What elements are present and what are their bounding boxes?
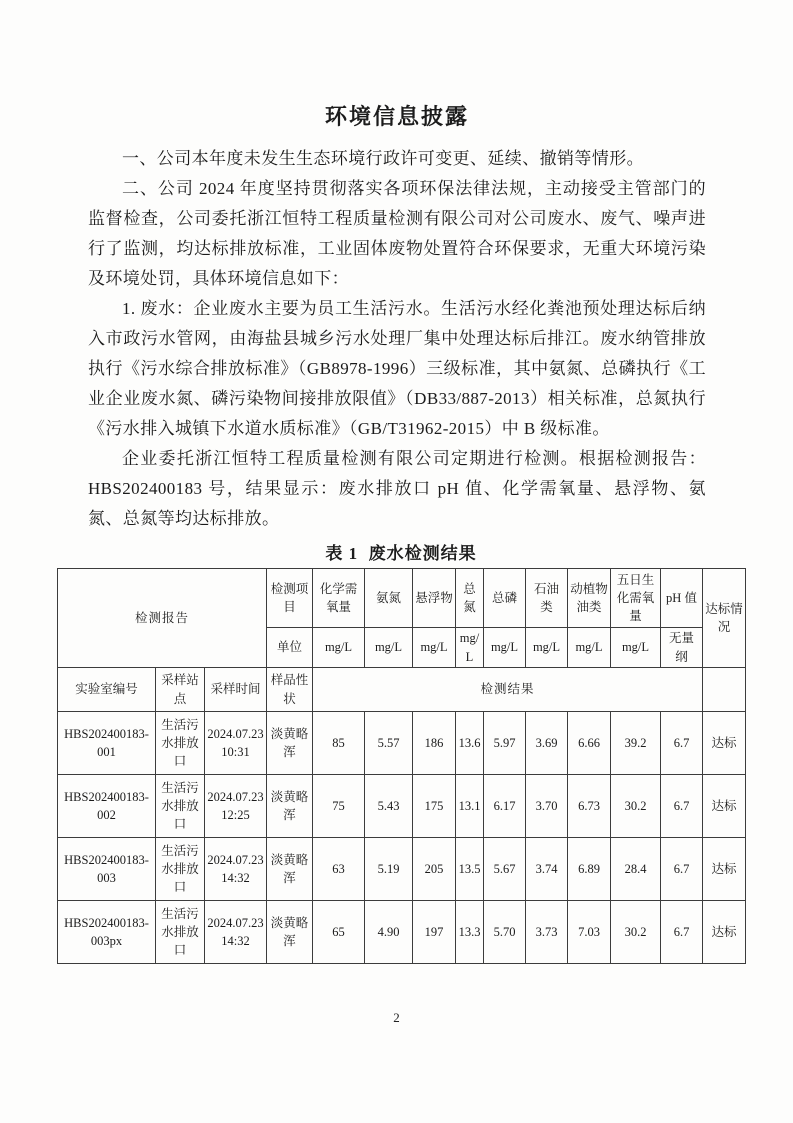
compliance-status: 达标 (703, 901, 746, 964)
header-col-animal-oil: 动植物油类 (568, 569, 611, 628)
paragraph-1: 一、公司本年度未发生生态环境行政许可变更、延续、撤销等情形。 (122, 149, 644, 168)
header-col-cod: 化学需氧量 (313, 569, 365, 628)
table-row-4 (58, 901, 746, 964)
value-cod: 63 (313, 838, 365, 901)
sample-state: 淡黄略浑 (267, 775, 313, 838)
sample-time: 2024.07.23 14:32 (205, 901, 267, 964)
wastewater-results-table (57, 568, 746, 964)
value-ph: 6.7 (661, 838, 703, 901)
value-ammonia: 5.57 (365, 712, 413, 775)
header-row-parameters (58, 569, 746, 628)
value-ammonia: 4.90 (365, 901, 413, 964)
header-col-ammonia: 氨氮 (365, 569, 413, 628)
value-tn: 13.3 (456, 901, 484, 964)
value-tp: 5.67 (484, 838, 526, 901)
header-col-bod5: 五日生化需氧量 (611, 569, 661, 628)
page-title: 环境信息披露 (324, 104, 469, 129)
value-ammonia: 5.43 (365, 775, 413, 838)
table-caption: 表 1 废水检测结果 (325, 544, 477, 563)
header-results: 检测结果 (313, 668, 703, 712)
sample-time: 2024.07.23 14:32 (205, 838, 267, 901)
sample-time: 2024.07.23 12:25 (205, 775, 267, 838)
header-sample: 样品性状 (267, 668, 313, 712)
value-animal-oil: 7.03 (568, 901, 611, 964)
value-tp: 5.97 (484, 712, 526, 775)
sample-state: 淡黄略浑 (267, 712, 313, 775)
value-animal-oil: 6.89 (568, 838, 611, 901)
value-ph: 6.7 (661, 712, 703, 775)
sample-state: 淡黄略浑 (267, 838, 313, 901)
header-col-ph: pH 值 (661, 569, 703, 628)
unit-animal-oil: mg/L (568, 628, 611, 668)
header-item: 检测项目 (267, 569, 313, 628)
unit-ammonia: mg/L (365, 628, 413, 668)
header-col-tn: 总氮 (456, 569, 484, 628)
header-report: 检测报告 (58, 569, 267, 668)
unit-tp: mg/L (484, 628, 526, 668)
station: 生活污水排放口 (156, 838, 205, 901)
header-col-tp: 总磷 (484, 569, 526, 628)
paragraph-2: 二、公司 2024 年度坚持贯彻落实各项环保法律法规，主动接受主管部门的监督检查，公司委托浙江恒特工程质量检测有限公司对公司废水、废气、噪声进行了监测，均达标排放标准，工业固体废物处置符合环保要求，无重大环境污染及环境处罚，具体环境信息如下： (88, 179, 706, 288)
header-col-ss: 悬浮物 (413, 569, 456, 628)
unit-oil: mg/L (526, 628, 568, 668)
value-oil: 3.74 (526, 838, 568, 901)
paragraph-3: 1. 废水：企业废水主要为员工生活污水。生活污水经化粪池预处理达标后纳入市政污水管网，由海盐县城乡污水处理厂集中处理达标后排江。废水纳管排放执行《污水综合排放标准》（GB8978-1996）三级标准，其中氨氮、总磷执行《工业企业废水氮、磷污染物间接排放限值》（DB33/887-2013）相关标准，总氮执行《污水排入城镇下水道水质标准》（GB/T31962-2015）中 B 级标准。 (88, 299, 706, 438)
page-number: 2 (393, 1010, 400, 1025)
value-tp: 5.70 (484, 901, 526, 964)
value-cod: 85 (313, 712, 365, 775)
lab-id: HBS202400183-002 (58, 775, 156, 838)
compliance-status: 达标 (703, 775, 746, 838)
value-oil: 3.70 (526, 775, 568, 838)
value-ph: 6.7 (661, 775, 703, 838)
table-row-3 (58, 838, 746, 901)
station: 生活污水排放口 (156, 712, 205, 775)
value-ph: 6.7 (661, 901, 703, 964)
table-row-1 (58, 712, 746, 775)
header-lab-id: 实验室编号 (58, 668, 156, 712)
station: 生活污水排放口 (156, 775, 205, 838)
value-ss: 175 (413, 775, 456, 838)
unit-tn: mg/L (456, 628, 484, 668)
compliance-status: 达标 (703, 712, 746, 775)
value-ammonia: 5.19 (365, 838, 413, 901)
unit-ph: 无量纲 (661, 628, 703, 668)
value-tn: 13.5 (456, 838, 484, 901)
value-bod5: 39.2 (611, 712, 661, 775)
value-animal-oil: 6.73 (568, 775, 611, 838)
value-bod5: 28.4 (611, 838, 661, 901)
value-bod5: 30.2 (611, 901, 661, 964)
unit-bod5: mg/L (611, 628, 661, 668)
value-ss: 205 (413, 838, 456, 901)
unit-ss: mg/L (413, 628, 456, 668)
station: 生活污水排放口 (156, 901, 205, 964)
header-col-oil: 石油类 (526, 569, 568, 628)
header-compliance: 达标情况 (703, 569, 746, 668)
unit-cod: mg/L (313, 628, 365, 668)
table-row-2 (58, 775, 746, 838)
header-unit-label: 单位 (267, 628, 313, 668)
header-results-empty-cell (703, 668, 746, 712)
compliance-status: 达标 (703, 838, 746, 901)
header-time: 采样时间 (205, 668, 267, 712)
value-ss: 197 (413, 901, 456, 964)
value-oil: 3.73 (526, 901, 568, 964)
lab-id: HBS202400183-003 (58, 838, 156, 901)
value-cod: 65 (313, 901, 365, 964)
header-row-sample-info (58, 668, 746, 712)
value-bod5: 30.2 (611, 775, 661, 838)
header-station: 采样站点 (156, 668, 205, 712)
paragraph-4: 企业委托浙江恒特工程质量检测有限公司定期进行检测。根据检测报告：HBS202400183 号，结果显示：废水排放口 pH 值、化学需氧量、悬浮物、氨氮、总氮等均达标排放。 (88, 449, 706, 528)
sample-time: 2024.07.23 10:31 (205, 712, 267, 775)
value-animal-oil: 6.66 (568, 712, 611, 775)
value-tp: 6.17 (484, 775, 526, 838)
value-cod: 75 (313, 775, 365, 838)
value-tn: 13.1 (456, 775, 484, 838)
sample-state: 淡黄略浑 (267, 901, 313, 964)
lab-id: HBS202400183-001 (58, 712, 156, 775)
value-ss: 186 (413, 712, 456, 775)
value-tn: 13.6 (456, 712, 484, 775)
value-oil: 3.69 (526, 712, 568, 775)
lab-id: HBS202400183-003px (58, 901, 156, 964)
